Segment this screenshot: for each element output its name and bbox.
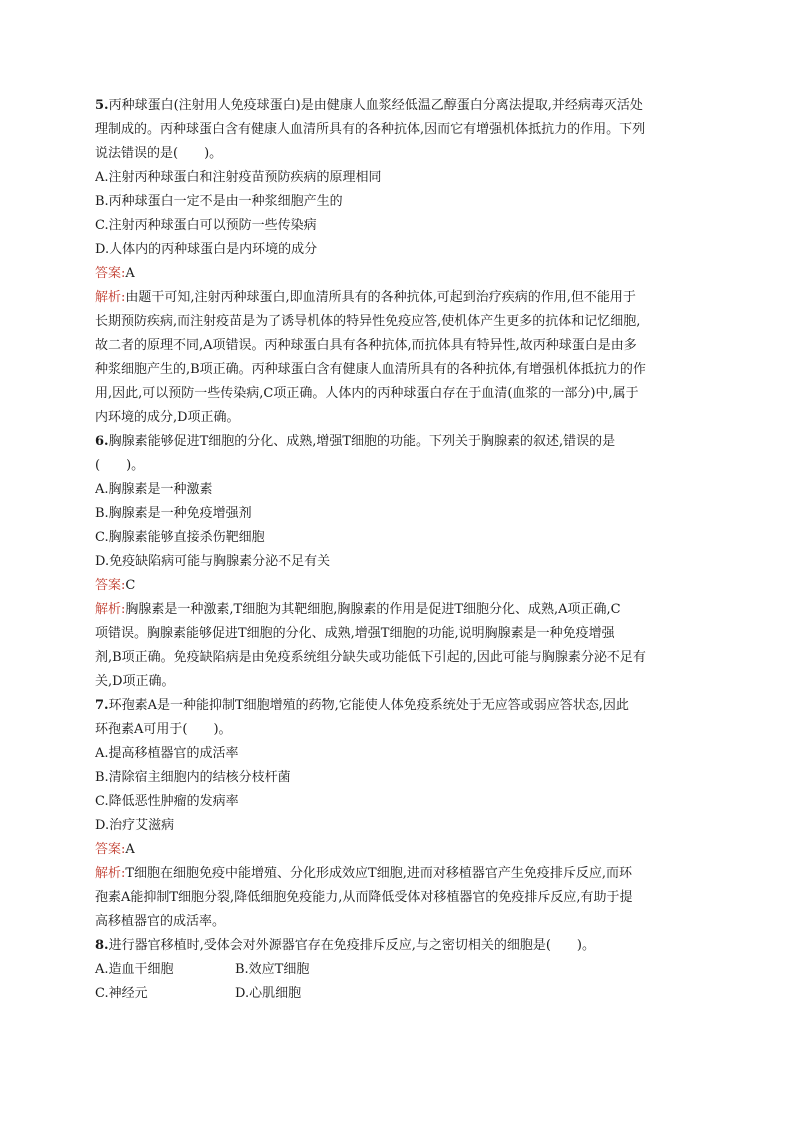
answer-line: [95, 262, 707, 286]
explanation-line: 解析:T细胞在细胞免疫中能增殖、分化形成效应T细胞,进而对移植器官产生免疫排斥反应,而环: [95, 866, 632, 881]
document-page: [95, 94, 707, 1006]
option-d: D.免疫缺陷病可能与胸腺素分泌不足有关: [95, 554, 331, 569]
option-c: C.神经元: [95, 986, 148, 1001]
question-number: 7.: [95, 698, 109, 713]
question-stem-line: 5.丙种球蛋白(注射用人免疫球蛋白)是由健康人血浆经低温乙醇蛋白分离法提取,并经病毒灭活处: [95, 98, 643, 113]
explanation-line: 长期预防疾病,而注射疫苗是为了诱导机体的特异性免疫应答,使机体产生更多的抗体和记忆细胞,: [95, 314, 641, 329]
question-5: [95, 94, 707, 430]
question-8: [95, 934, 707, 1006]
question-stem-line: ( )。: [95, 458, 145, 473]
option-a: A.提高移植器官的成活率: [95, 746, 239, 761]
option-b: B.清除宿主细胞内的结核分枝杆菌: [95, 770, 291, 785]
options-row: [95, 958, 707, 982]
question-6: [95, 430, 707, 694]
explanation-line: 项错误。胸腺素能够促进T细胞的分化、成熟,增强T细胞的功能,说明胸腺素是一种免疫增强: [95, 626, 615, 641]
option-d: D.人体内的丙种球蛋白是内环境的成分: [95, 242, 318, 257]
explanation-line: 剂,B项正确。免疫缺陷病是由免疫系统组分缺失或功能低下引起的,因此可能与胸腺素分泌不足有: [95, 650, 646, 665]
option-a: A.胸腺素是一种激素: [95, 482, 213, 497]
explanation-line: 解析:胸腺素是一种激素,T细胞为其靶细胞,胸腺素的作用是促进T细胞分化、成熟,A项正确,C: [95, 602, 621, 617]
answer-label: 答案:: [95, 266, 126, 281]
question-number: 8.: [95, 938, 109, 953]
question-stem-line: 6.胸腺素能够促进T细胞的分化、成熟,增强T细胞的功能。下列关于胸腺素的叙述,错误的是: [95, 434, 616, 449]
question-7: [95, 694, 707, 934]
question-stem-line: 8.进行器官移植时,受体会对外源器官存在免疫排斥反应,与之密切相关的细胞是( )。: [95, 938, 595, 953]
option-b: B.效应T细胞: [235, 962, 310, 977]
option-d: D.心肌细胞: [235, 986, 302, 1001]
question-stem-line: 7.环孢素A是一种能抑制T细胞增殖的药物,它能使人体免疫系统处于无应答或弱应答状态,因此: [95, 698, 629, 713]
explanation-label: 解析:: [95, 602, 126, 617]
explanation-line: 种浆细胞产生的,B项正确。丙种球蛋白含有健康人血清所具有的各种抗体,有增强机体抵抗力的作: [95, 362, 646, 377]
answer-value: A: [125, 842, 135, 857]
options-row: [95, 982, 707, 1006]
option-a: A.注射丙种球蛋白和注射疫苗预防疾病的原理相同: [95, 170, 382, 185]
option-c: C.降低恶性肿瘤的发病率: [95, 794, 239, 809]
question-stem-line: 环孢素A可用于( )。: [95, 722, 232, 737]
option-d: D.治疗艾滋病: [95, 818, 175, 833]
answer-value: C: [125, 578, 136, 593]
explanation-line: 用,因此,可以预防一些传染病,C项正确。人体内的丙种球蛋白存在于血清(血浆的一部分)中,属于: [95, 386, 639, 401]
explanation-line: 孢素A能抑制T细胞分裂,降低细胞免疫能力,从而降低受体对移植器官的免疫排斥反应,有助于提: [95, 890, 633, 905]
explanation-line: 高移植器官的成活率。: [95, 914, 226, 929]
question-number: 5.: [95, 98, 109, 113]
option-b: B.丙种球蛋白一定不是由一种浆细胞产生的: [95, 194, 343, 209]
answer-line: [95, 838, 707, 862]
explanation-line: 关,D项正确。: [95, 674, 175, 689]
explanation-label: 解析:: [95, 866, 126, 881]
answer-label: 答案:: [95, 578, 126, 593]
answer-value: A: [125, 266, 135, 281]
question-number: 6.: [95, 434, 109, 449]
explanation-label: 解析:: [95, 290, 126, 305]
option-c: C.注射丙种球蛋白可以预防一些传染病: [95, 218, 317, 233]
explanation-line: 故二者的原理不同,A项错误。丙种球蛋白具有各种抗体,而抗体具有特异性,故丙种球蛋白是由多: [95, 338, 637, 353]
question-stem-line: 说法错误的是( )。: [95, 146, 223, 161]
answer-line: [95, 574, 707, 598]
question-stem-line: 理制成的。丙种球蛋白含有健康人血清所具有的各种抗体,因而它有增强机体抵抗力的作用。下列: [95, 122, 646, 137]
explanation-line: 内环境的成分,D项正确。: [95, 410, 240, 425]
option-b: B.胸腺素是一种免疫增强剂: [95, 506, 252, 521]
explanation-line: 解析:由题干可知,注射丙种球蛋白,即血清所具有的各种抗体,可起到治疗疾病的作用,但不能用于: [95, 290, 636, 305]
answer-label: 答案:: [95, 842, 126, 857]
option-a: A.造血干细胞: [95, 962, 174, 977]
option-c: C.胸腺素能够直接杀伤靶细胞: [95, 530, 265, 545]
